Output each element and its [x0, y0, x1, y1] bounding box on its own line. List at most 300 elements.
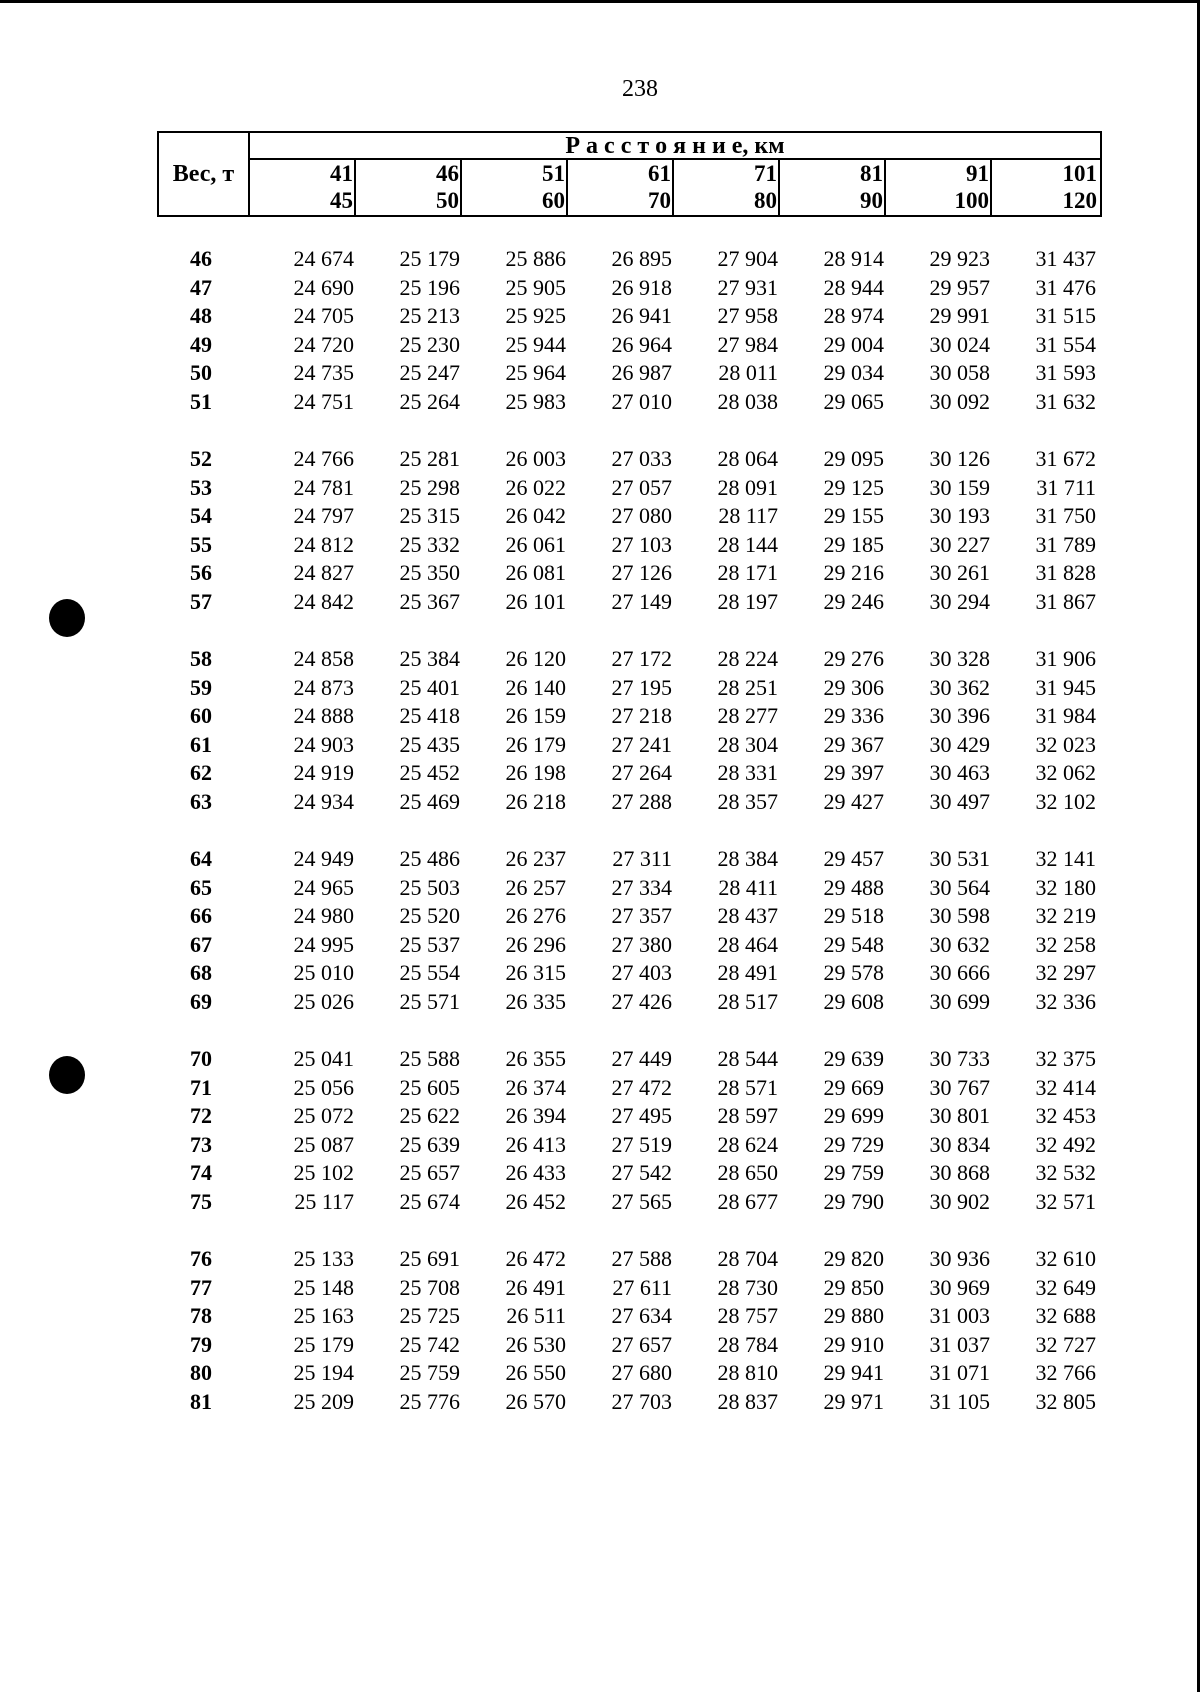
range-from: 46: [436, 161, 459, 186]
value-cell: 29 759: [823, 1160, 884, 1185]
table-row: [157, 789, 1102, 817]
value-cell: 30 969: [929, 1274, 990, 1300]
punch-hole: [49, 1056, 85, 1094]
range-from: 41: [330, 161, 353, 186]
range-from: 71: [754, 161, 777, 186]
value-cell: 25 742: [399, 1331, 460, 1357]
value-cell: 30 396: [929, 703, 990, 728]
value-cell: 26 198: [505, 760, 566, 785]
value-cell: 27 703: [611, 1388, 672, 1414]
table-row: [157, 732, 1102, 760]
value-cell: 24 980: [293, 903, 354, 928]
table-row: [157, 703, 1102, 731]
value-cell: 30 227: [929, 531, 990, 557]
value-cell: 25 469: [399, 788, 460, 814]
value-cell: 27 264: [611, 760, 672, 785]
value-cell: 31 593: [1035, 360, 1096, 385]
value-cell: 30 801: [929, 1103, 990, 1128]
value-cell: 31 906: [1035, 646, 1096, 671]
value-cell: 25 264: [399, 388, 460, 414]
value-cell: 25 367: [399, 588, 460, 614]
value-cell: 29 457: [823, 846, 884, 871]
value-cell: 26 511: [506, 1303, 566, 1328]
value-cell: 28 944: [823, 274, 884, 300]
value-cell: 25 196: [399, 274, 460, 300]
table-row: [157, 1332, 1102, 1360]
value-cell: 25 554: [399, 960, 460, 985]
value-cell: 27 611: [612, 1274, 672, 1300]
value-cell: 28 624: [717, 1131, 778, 1157]
value-cell: 25 759: [399, 1360, 460, 1385]
value-cell: 24 720: [293, 331, 354, 357]
table-row: [157, 1389, 1102, 1417]
value-cell: 30 024: [929, 331, 990, 357]
value-cell: 24 781: [293, 474, 354, 500]
table-row: [157, 275, 1102, 303]
value-cell: 29 991: [929, 303, 990, 328]
value-cell: 27 334: [611, 874, 672, 900]
value-cell: 30 261: [929, 560, 990, 585]
table-row: [157, 532, 1102, 560]
range-to: 60: [542, 188, 565, 213]
table-row: [157, 503, 1102, 531]
value-cell: 29 820: [823, 1246, 884, 1271]
value-cell: 27 380: [611, 931, 672, 957]
weight-cell: 57: [190, 588, 212, 614]
value-cell: 26 003: [505, 446, 566, 471]
table-row: [157, 646, 1102, 674]
value-cell: 32 453: [1035, 1103, 1096, 1128]
weight-cell: 61: [190, 731, 212, 757]
value-cell: 25 537: [399, 931, 460, 957]
value-cell: 25 179: [399, 246, 460, 271]
value-cell: 27 311: [612, 846, 672, 871]
value-cell: 27 033: [611, 446, 672, 471]
weight-column-header: Вес, т: [159, 133, 250, 215]
value-cell: 28 974: [823, 303, 884, 328]
value-cell: 26 296: [505, 931, 566, 957]
value-cell: 25 520: [399, 903, 460, 928]
range-to: 80: [754, 188, 777, 213]
distance-range-header: [674, 160, 780, 215]
value-cell: 29 155: [823, 503, 884, 528]
value-cell: 27 958: [717, 303, 778, 328]
value-cell: 26 918: [611, 274, 672, 300]
value-cell: 24 873: [293, 674, 354, 700]
value-cell: 30 497: [929, 788, 990, 814]
value-cell: 26 081: [505, 560, 566, 585]
value-cell: 26 530: [505, 1331, 566, 1357]
value-cell: 29 669: [823, 1074, 884, 1100]
value-cell: 29 276: [823, 646, 884, 671]
table-row: [157, 1303, 1102, 1331]
value-cell: 31 750: [1035, 503, 1096, 528]
value-cell: 25 072: [293, 1103, 354, 1128]
table-row: [157, 246, 1102, 274]
value-cell: 26 941: [611, 303, 672, 328]
value-cell: 32 571: [1035, 1188, 1096, 1214]
weight-cell: 67: [190, 931, 212, 957]
table-row: [157, 875, 1102, 903]
value-cell: 26 964: [611, 331, 672, 357]
value-cell: 30 463: [929, 760, 990, 785]
weight-cell: 80: [190, 1360, 212, 1385]
value-cell: 32 492: [1035, 1131, 1096, 1157]
value-cell: 28 331: [717, 760, 778, 785]
table-row: [157, 475, 1102, 503]
value-cell: 31 003: [929, 1303, 990, 1328]
value-cell: 32 062: [1035, 760, 1096, 785]
distance-header: Р а с с т о я н и е, км: [250, 133, 1100, 160]
value-cell: 29 608: [823, 988, 884, 1014]
value-cell: 26 179: [505, 731, 566, 757]
weight-cell: 73: [190, 1131, 212, 1157]
value-cell: 28 411: [718, 874, 778, 900]
value-cell: 28 597: [717, 1103, 778, 1128]
value-cell: 28 038: [717, 388, 778, 414]
value-cell: 29 397: [823, 760, 884, 785]
value-cell: 29 910: [823, 1331, 884, 1357]
value-cell: 27 403: [611, 960, 672, 985]
value-cell: 24 949: [293, 846, 354, 871]
value-cell: 32 102: [1035, 788, 1096, 814]
value-cell: 29 034: [823, 360, 884, 385]
distance-ranges: [250, 160, 1100, 215]
table-row: [157, 846, 1102, 874]
table-row: [157, 360, 1102, 388]
value-cell: 25 571: [399, 988, 460, 1014]
value-cell: 28 091: [717, 474, 778, 500]
value-cell: 24 842: [293, 588, 354, 614]
value-cell: 29 004: [823, 331, 884, 357]
value-cell: 27 080: [611, 503, 672, 528]
value-cell: 29 246: [823, 588, 884, 614]
table-row: [157, 332, 1102, 360]
value-cell: 29 923: [929, 246, 990, 271]
weight-cell: 46: [190, 246, 212, 271]
value-cell: 28 197: [717, 588, 778, 614]
value-cell: 27 931: [717, 274, 778, 300]
value-cell: 28 757: [717, 1303, 778, 1328]
value-cell: 29 185: [823, 531, 884, 557]
distance-range-header: [568, 160, 674, 215]
value-cell: 25 905: [505, 274, 566, 300]
distance-range-header: [250, 160, 356, 215]
value-cell: 32 297: [1035, 960, 1096, 985]
table-row: [157, 1246, 1102, 1274]
table-row: [157, 1160, 1102, 1188]
value-cell: 27 634: [611, 1303, 672, 1328]
value-cell: 30 936: [929, 1246, 990, 1271]
value-cell: 25 435: [399, 731, 460, 757]
value-cell: 24 735: [293, 360, 354, 385]
value-cell: 25 148: [293, 1274, 354, 1300]
value-cell: 27 449: [611, 1046, 672, 1071]
value-cell: 24 751: [293, 388, 354, 414]
value-cell: 29 639: [823, 1046, 884, 1071]
value-cell: 31 037: [929, 1331, 990, 1357]
value-cell: 28 914: [823, 246, 884, 271]
value-cell: 26 042: [505, 503, 566, 528]
table-row: [157, 932, 1102, 960]
value-cell: 27 519: [611, 1131, 672, 1157]
value-cell: 25 886: [505, 246, 566, 271]
value-cell: 28 277: [717, 703, 778, 728]
value-cell: 25 588: [399, 1046, 460, 1071]
value-cell: 28 730: [717, 1274, 778, 1300]
value-cell: 26 433: [505, 1160, 566, 1185]
value-cell: 28 784: [717, 1331, 778, 1357]
value-cell: 30 598: [929, 903, 990, 928]
value-cell: 25 281: [399, 446, 460, 471]
value-cell: 29 306: [823, 674, 884, 700]
value-cell: 27 126: [611, 560, 672, 585]
range-to: 100: [954, 188, 989, 213]
weight-cell: 53: [190, 474, 212, 500]
range-from: 81: [860, 161, 883, 186]
value-cell: 25 639: [399, 1131, 460, 1157]
table-row: [157, 1360, 1102, 1388]
value-cell: 26 374: [505, 1074, 566, 1100]
table-row: [157, 1132, 1102, 1160]
table-row: [157, 675, 1102, 703]
value-cell: 29 578: [823, 960, 884, 985]
value-cell: 29 095: [823, 446, 884, 471]
value-cell: 31 554: [1035, 331, 1096, 357]
value-cell: 30 699: [929, 988, 990, 1014]
value-cell: 32 610: [1035, 1246, 1096, 1271]
weight-cell: 49: [190, 331, 212, 357]
table-header: [157, 131, 1102, 217]
value-cell: 27 149: [611, 588, 672, 614]
value-cell: 27 542: [611, 1160, 672, 1185]
table-row: [157, 1075, 1102, 1103]
value-cell: 26 355: [505, 1046, 566, 1071]
weight-cell: 64: [190, 846, 212, 871]
value-cell: 29 971: [823, 1388, 884, 1414]
distance-range-header: [356, 160, 462, 215]
weight-cell: 59: [190, 674, 212, 700]
weight-cell: 68: [190, 960, 212, 985]
value-cell: 27 680: [611, 1360, 672, 1385]
value-cell: 28 384: [717, 846, 778, 871]
value-cell: 28 251: [717, 674, 778, 700]
value-cell: 25 486: [399, 846, 460, 871]
table-row: [157, 389, 1102, 417]
weight-cell: 70: [190, 1046, 212, 1071]
range-to: 90: [860, 188, 883, 213]
value-cell: 30 126: [929, 446, 990, 471]
value-cell: 27 588: [611, 1246, 672, 1271]
value-cell: 27 565: [611, 1188, 672, 1214]
value-cell: 25 776: [399, 1388, 460, 1414]
value-cell: 29 488: [823, 874, 884, 900]
value-cell: 25 384: [399, 646, 460, 671]
value-cell: 25 087: [293, 1131, 354, 1157]
value-cell: 31 867: [1035, 588, 1096, 614]
value-cell: 29 790: [823, 1188, 884, 1214]
value-cell: 25 657: [399, 1160, 460, 1185]
value-cell: 27 241: [611, 731, 672, 757]
value-cell: 25 102: [293, 1160, 354, 1185]
table-row: [157, 1046, 1102, 1074]
value-cell: 28 064: [717, 446, 778, 471]
value-cell: 28 571: [717, 1074, 778, 1100]
value-cell: 25 350: [399, 560, 460, 585]
value-cell: 25 964: [505, 360, 566, 385]
weight-cell: 62: [190, 760, 212, 785]
value-cell: 24 812: [293, 531, 354, 557]
value-cell: 26 315: [505, 960, 566, 985]
weight-cell: 71: [190, 1074, 212, 1100]
value-cell: 32 532: [1035, 1160, 1096, 1185]
value-cell: 24 995: [293, 931, 354, 957]
table-row: [157, 960, 1102, 988]
value-cell: 32 414: [1035, 1074, 1096, 1100]
value-cell: 26 987: [611, 360, 672, 385]
value-cell: 26 394: [505, 1103, 566, 1128]
value-cell: 32 023: [1035, 731, 1096, 757]
value-cell: 31 789: [1035, 531, 1096, 557]
weight-cell: 69: [190, 988, 212, 1014]
value-cell: 25 230: [399, 331, 460, 357]
value-cell: 24 705: [293, 303, 354, 328]
value-cell: 24 903: [293, 731, 354, 757]
value-cell: 31 945: [1035, 674, 1096, 700]
value-cell: 31 105: [929, 1388, 990, 1414]
value-cell: 29 367: [823, 731, 884, 757]
weight-cell: 52: [190, 446, 212, 471]
value-cell: 29 125: [823, 474, 884, 500]
value-cell: 25 179: [293, 1331, 354, 1357]
value-cell: 27 357: [611, 903, 672, 928]
value-cell: 30 362: [929, 674, 990, 700]
value-cell: 24 797: [293, 503, 354, 528]
value-cell: 28 117: [718, 503, 778, 528]
value-cell: 24 919: [293, 760, 354, 785]
value-cell: 25 418: [399, 703, 460, 728]
value-cell: 24 827: [293, 560, 354, 585]
value-cell: 27 426: [611, 988, 672, 1014]
weight-cell: 72: [190, 1103, 212, 1128]
weight-cell: 66: [190, 903, 212, 928]
table-row: [157, 589, 1102, 617]
value-cell: 27 495: [611, 1103, 672, 1128]
table-row: [157, 560, 1102, 588]
value-cell: 27 984: [717, 331, 778, 357]
value-cell: 31 476: [1035, 274, 1096, 300]
value-cell: 28 810: [717, 1360, 778, 1385]
weight-cell: 58: [190, 646, 212, 671]
weight-cell: 56: [190, 560, 212, 585]
value-cell: 24 858: [293, 646, 354, 671]
value-cell: 27 195: [611, 674, 672, 700]
value-cell: 25 010: [293, 960, 354, 985]
value-cell: 25 315: [399, 503, 460, 528]
value-cell: 26 570: [505, 1388, 566, 1414]
value-cell: 28 650: [717, 1160, 778, 1185]
value-cell: 28 011: [718, 360, 778, 385]
value-cell: 32 649: [1035, 1274, 1096, 1300]
weight-cell: 65: [190, 874, 212, 900]
value-cell: 26 472: [505, 1246, 566, 1271]
distance-range-header: [992, 160, 1098, 215]
weight-cell: 47: [190, 274, 212, 300]
value-cell: 26 237: [505, 846, 566, 871]
value-cell: 30 058: [929, 360, 990, 385]
value-cell: 25 298: [399, 474, 460, 500]
value-cell: 25 117: [294, 1188, 354, 1214]
value-cell: 25 026: [293, 988, 354, 1014]
value-cell: 24 690: [293, 274, 354, 300]
value-cell: 26 140: [505, 674, 566, 700]
range-from: 51: [542, 161, 565, 186]
value-cell: 25 401: [399, 674, 460, 700]
value-cell: 25 622: [399, 1103, 460, 1128]
range-from: 101: [1062, 161, 1097, 186]
weight-cell: 51: [190, 388, 212, 414]
value-cell: 28 464: [717, 931, 778, 957]
value-cell: 25 332: [399, 531, 460, 557]
value-cell: 26 550: [505, 1360, 566, 1385]
value-cell: 29 957: [929, 274, 990, 300]
value-cell: 30 834: [929, 1131, 990, 1157]
value-cell: 28 677: [717, 1188, 778, 1214]
value-cell: 27 172: [611, 646, 672, 671]
value-cell: 32 688: [1035, 1303, 1096, 1328]
value-cell: 32 141: [1035, 846, 1096, 871]
value-cell: 30 868: [929, 1160, 990, 1185]
weight-cell: 48: [190, 303, 212, 328]
weight-cell: 75: [190, 1188, 212, 1214]
weight-cell: 60: [190, 703, 212, 728]
value-cell: 24 934: [293, 788, 354, 814]
value-cell: 32 805: [1035, 1388, 1096, 1414]
value-cell: 31 437: [1035, 246, 1096, 271]
value-cell: 27 904: [717, 246, 778, 271]
value-cell: 30 429: [929, 731, 990, 757]
table-row: [157, 446, 1102, 474]
value-cell: 24 674: [293, 246, 354, 271]
distance-range-header: [886, 160, 992, 215]
value-cell: 31 515: [1035, 303, 1096, 328]
value-cell: 31 984: [1035, 703, 1096, 728]
value-cell: 25 209: [293, 1388, 354, 1414]
value-cell: 30 159: [929, 474, 990, 500]
value-cell: 30 092: [929, 388, 990, 414]
value-cell: 29 548: [823, 931, 884, 957]
value-cell: 24 965: [293, 874, 354, 900]
value-cell: 29 518: [823, 903, 884, 928]
value-cell: 30 328: [929, 646, 990, 671]
page-number: 238: [622, 76, 658, 102]
value-cell: 32 766: [1035, 1360, 1096, 1385]
range-to: 70: [648, 188, 671, 213]
value-cell: 29 880: [823, 1303, 884, 1328]
table-row: [157, 1275, 1102, 1303]
range-to: 45: [330, 188, 353, 213]
value-cell: 27 657: [611, 1331, 672, 1357]
distance-range-header: [780, 160, 886, 215]
value-cell: 24 888: [293, 703, 354, 728]
value-cell: 28 224: [717, 646, 778, 671]
value-cell: 28 837: [717, 1388, 778, 1414]
value-cell: 28 704: [717, 1246, 778, 1271]
table-row: [157, 1103, 1102, 1131]
value-cell: 32 727: [1035, 1331, 1096, 1357]
weight-cell: 55: [190, 531, 212, 557]
value-cell: 26 159: [505, 703, 566, 728]
